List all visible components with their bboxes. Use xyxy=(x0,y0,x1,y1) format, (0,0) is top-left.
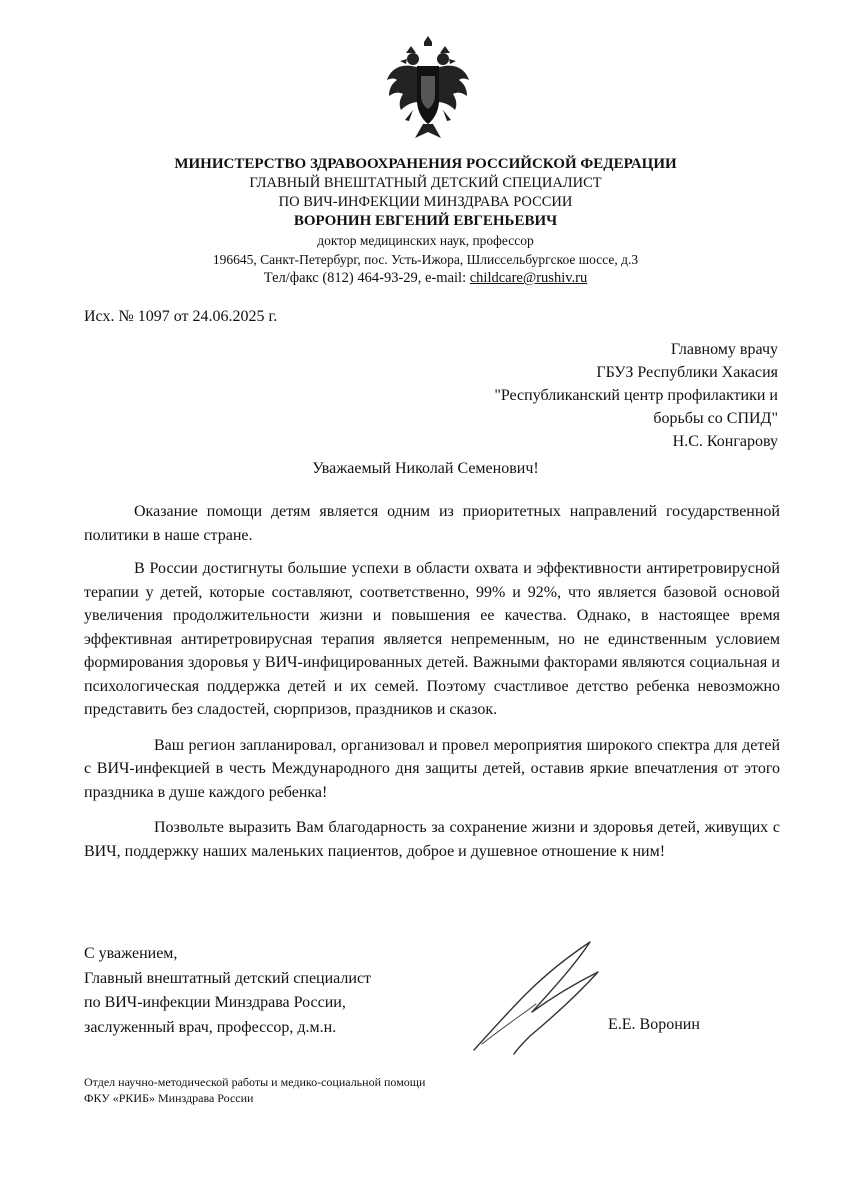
letterhead xyxy=(0,155,851,288)
specialist-name: ВОРОНИН ЕВГЕНИЙ ЕВГЕНЬЕВИЧ xyxy=(293,213,558,229)
paragraph-4: Позвольте выразить Вам благодарность за сохранение жизни и здоровья детей, живущих с ВИЧ, поддержку наших маленьких пациентов, доброе и душевное отношение к ним! xyxy=(84,819,780,860)
closing-block xyxy=(84,942,371,1040)
paragraph-3: Ваш регион запланировал, организовал и провел мероприятия широкого спектра для детей с ВИЧ-инфекцией в честь Международного дня защиты детей, оставив яркие впечатления от этого праздника в душе каждого ребенка! xyxy=(84,736,780,801)
letter-body xyxy=(84,500,780,873)
contacts-prefix: Тел/факс (812) 464-93-29, e-mail: xyxy=(263,270,470,286)
ministry-name: МИНИСТЕРСТВО ЗДРАВООХРАНЕНИЯ РОССИЙСКОЙ ФЕДЕРАЦИИ xyxy=(174,156,677,172)
handwritten-signature xyxy=(462,932,622,1062)
closing-line-1: С уважением, xyxy=(84,945,178,962)
position-line-1: ГЛАВНЫЙ ВНЕШТАТНЫЙ ДЕТСКИЙ СПЕЦИАЛИСТ xyxy=(249,175,602,191)
salutation: Уважаемый Николай Семенович! xyxy=(312,460,539,477)
footer-line-1: Отдел научно-методической работы и медико-социальной помощи xyxy=(84,1075,426,1089)
position-line-2: ПО ВИЧ-ИНФЕКЦИИ МИНЗДРАВА РОССИИ xyxy=(278,194,573,210)
addressee-line-5: Н.С. Конгарову xyxy=(672,433,778,450)
footer-line-2: ФКУ «РКИБ» Минздрава России xyxy=(84,1091,254,1105)
closing-line-3: по ВИЧ-инфекции Минздрава России, xyxy=(84,994,346,1011)
paragraph-2: В России достигнуты большие успехи в области охвата и эффективности антиретровирусной терапии у детей, которые составляют, соответственно, 99% и 92%, что является базовой основой увеличения продолжительности жизни и повышения ее качества. Однако, в настоящее время эффективная антиретровирусная терапия является непременным, но не единственным условием формирования здоровья у ВИЧ-инфицированных детей. Важными факторами являются социальная и психологическая поддержка детей и их семей. Поэтому счастливое детство ребенка невозможно представить без сладостей, сюрпризов, праздников и сказок. xyxy=(84,560,780,718)
coat-of-arms-emblem xyxy=(383,32,473,144)
paragraph-1: Оказание помощи детям является одним из приоритетных направлений государственной политики в наше стране. xyxy=(84,503,780,544)
contacts xyxy=(0,269,851,288)
email-link[interactable]: childcare@rushiv.ru xyxy=(469,270,588,286)
signer-name: Е.Е. Воронин xyxy=(608,1016,700,1033)
addressee-line-1: Главному врачу xyxy=(670,341,778,358)
addressee-line-3: "Республиканский центр профилактики и xyxy=(494,387,778,404)
addressee-block xyxy=(378,338,778,453)
closing-line-2: Главный внештатный детский специалист xyxy=(84,969,372,987)
footer xyxy=(84,1074,425,1106)
postal-address: 196645, Санкт-Петербург, пос. Усть-Ижора, Шлиссельбургское шоссе, д.3 xyxy=(212,252,639,267)
academic-degree: доктор медицинских наук, профессор xyxy=(317,233,534,248)
closing-line-4: заслуженный врач, профессор, д.м.н. xyxy=(84,1018,337,1036)
addressee-line-2: ГБУЗ Республики Хакасия xyxy=(596,364,778,381)
outgoing-number: Исх. № 1097 от 24.06.2025 г. xyxy=(84,308,278,325)
addressee-line-4: борьбы со СПИД" xyxy=(653,410,778,427)
